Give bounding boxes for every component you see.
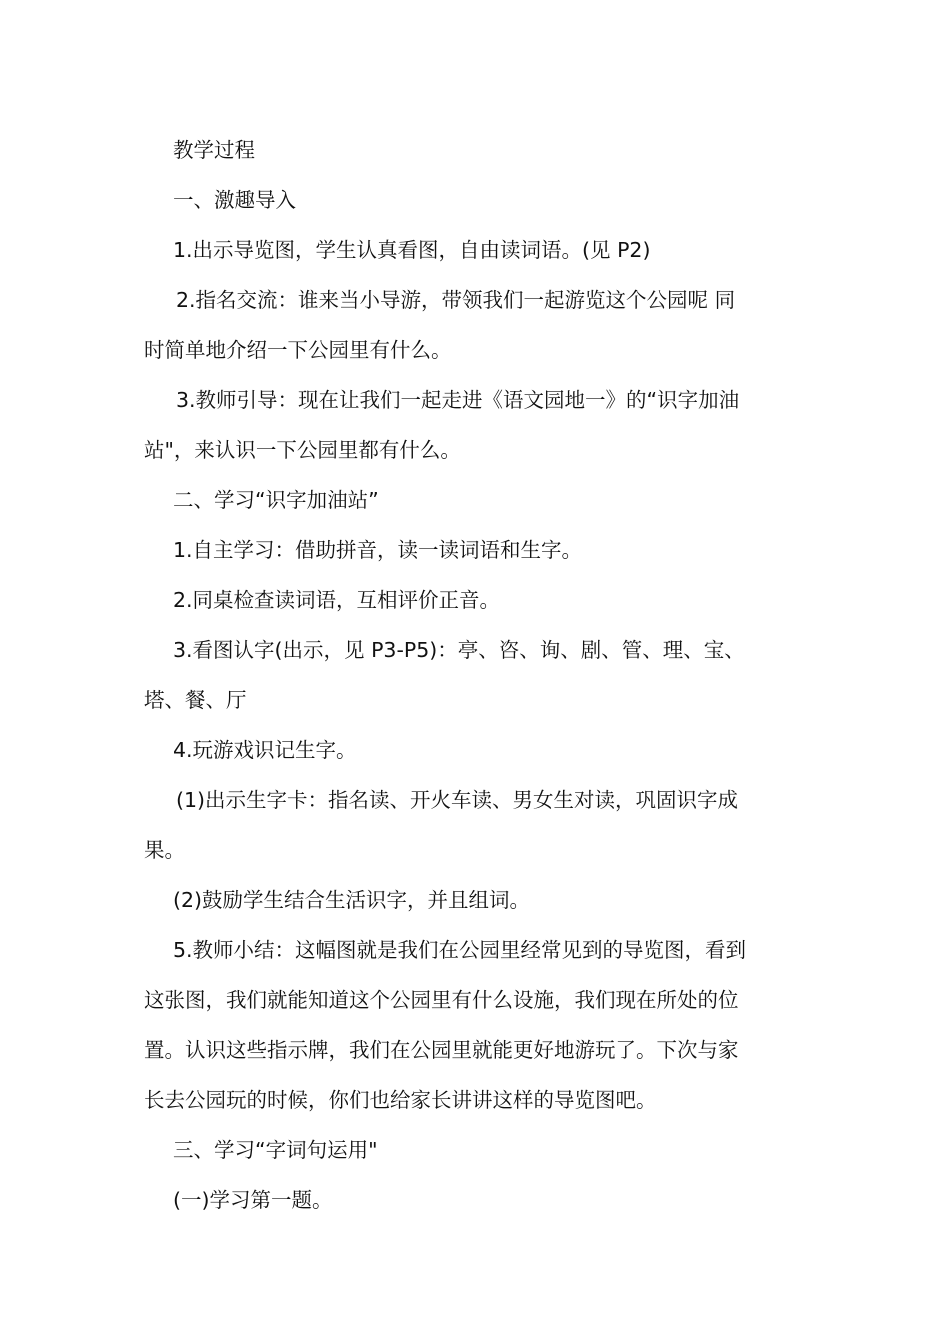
paragraph-line: 这张图，我们就能知道这个公园里有什么设施，我们现在所处的位 [144,988,739,1012]
paragraph-line: 1.出示导览图，学生认真看图，自由读词语。(见 P2) [173,238,651,262]
paragraph-line: (1)出示生字卡：指名读、开火车读、男女生对读，巩固识字成 [176,788,739,812]
document-page [144,125,808,1225]
paragraph-line: 1.自主学习：借助拼音，读一读词语和生字。 [173,538,583,562]
section-heading: 教学过程 [173,138,255,162]
section-heading: 一、激趣导入 [173,188,296,212]
paragraph-line: 站"，来认识一下公园里都有什么。 [144,438,461,462]
paragraph-line: (2)鼓励学生结合生活识字，并且组词。 [173,888,531,912]
paragraph-line: 2.同桌检查读词语，互相评价正音。 [173,588,501,612]
paragraph-line: 置。认识这些指示牌，我们在公园里就能更好地游玩了。下次与家 [144,1038,739,1062]
paragraph-line: 5.教师小结：这幅图就是我们在公园里经常见到的导览图，看到 [173,938,747,962]
paragraph-line: 果。 [144,838,185,862]
paragraph-line: 3.看图认字(出示，见 P3-P5)：亭、咨、询、剧、管、理、宝、 [173,638,745,662]
paragraph-line: 2.指名交流：谁来当小导游，带领我们一起游览这个公园呢 同 [176,288,736,312]
paragraph-line: (一)学习第一题。 [173,1188,333,1212]
section-heading: 三、学习“字词句运用" [173,1138,378,1162]
paragraph-line: 时简单地介绍一下公园里有什么。 [144,338,452,362]
paragraph-line: 3.教师引导：现在让我们一起走进《语文园地一》的“识字加油 [176,388,740,412]
paragraph-line: 长去公园玩的时候，你们也给家长讲讲这样的导览图吧。 [144,1088,657,1112]
paragraph-line: 塔、餐、厅 [144,688,247,712]
paragraph-line: 4.玩游戏识记生字。 [173,738,357,762]
section-heading: 二、学习“识字加油站” [173,488,379,512]
